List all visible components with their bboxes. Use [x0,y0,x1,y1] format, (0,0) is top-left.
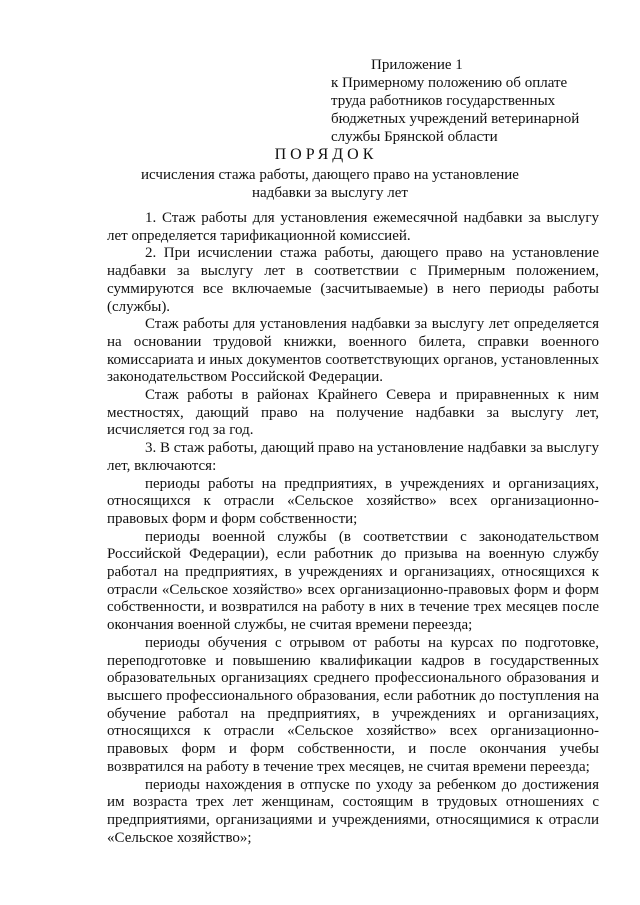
paragraph: 3. В стаж работы, дающий право на установление надбавки за выслугу лет, включаются: [107,440,599,474]
appendix-block [331,56,631,146]
paragraph: периоды нахождения в отпуске по уходу за ребенком до достижения им возраста трех лет женщинам, состоящим в трудовых отношениях с предприятиями, организациями и учреждениями, относящимися к отрасли «Сельское хозяйство»; [107,776,599,846]
paragraph: Стаж работы в районах Крайнего Севера и приравненных к ним местностях, дающий право на получение надбавки за выслугу лет, исчисляется год за год. [107,387,599,439]
paragraph: 2. При исчислении стажа работы, дающего право на установление надбавки за выслугу лет в соответствии с Примерным положением, суммируются все включаемые (засчитываемые) в него периоды работы (службы). [107,245,599,315]
paragraph: Стаж работы для установления надбавки за выслугу лет определяется на основании трудовой книжки, военного билета, справки военного комиссариата и иных документов соответствующих органов, установленных законодательством Российской Федерации. [107,316,599,386]
document-subtitle [130,166,530,202]
appendix-line: службы Брянской области [331,129,498,145]
paragraph: периоды работы на предприятиях, в учреждениях и организациях, относящихся к отрасли «Сельское хозяйство» всех организационно-правовых форм и форм собственности; [107,475,599,527]
subtitle-line: исчисления стажа работы, дающего право на установление [141,167,519,183]
appendix-line: к Примерному положению об оплате [331,75,568,91]
appendix-line: бюджетных учреждений ветеринарной [331,111,580,127]
appendix-line: труда работников государственных [331,93,556,109]
appendix-title: Приложение 1 [371,57,463,73]
paragraph: 1. Стаж работы для установления ежемесячной надбавки за выслугу лет определяется тарификационной комиссией. [107,210,599,244]
subtitle-line: надбавки за выслугу лет [252,185,408,201]
document-title: ПОРЯДОК [274,146,378,163]
paragraph: периоды военной службы (в соответствии с законодательством Российской Федерации), если работник до призыва на военную службу работал на предприятиях, в учреждениях и организациях, относящихся к отрасли «Сельское хозяйство» всех организационно-правовых форм и форм собственности, и возвратился на работу в них в течение трех месяцев после окончания военной службы, не считая времени переезда; [107,528,599,634]
paragraph: периоды обучения с отрывом от работы на курсах по подготовке, переподготовке и повышению квалификации кадров в государственных образовательных организациях среднего профессионального образования и высшего профессионального образования, если работник до поступления на обучение работал на предприятиях, в учреждениях и организациях, относящихся к отрасли «Сельское хозяйство» всех организационно-правовых форм и форм собственности, и после окончания учебы возвратился на работу в течение трех месяцев, не считая времени переезда; [107,634,599,775]
document-body [107,210,599,847]
